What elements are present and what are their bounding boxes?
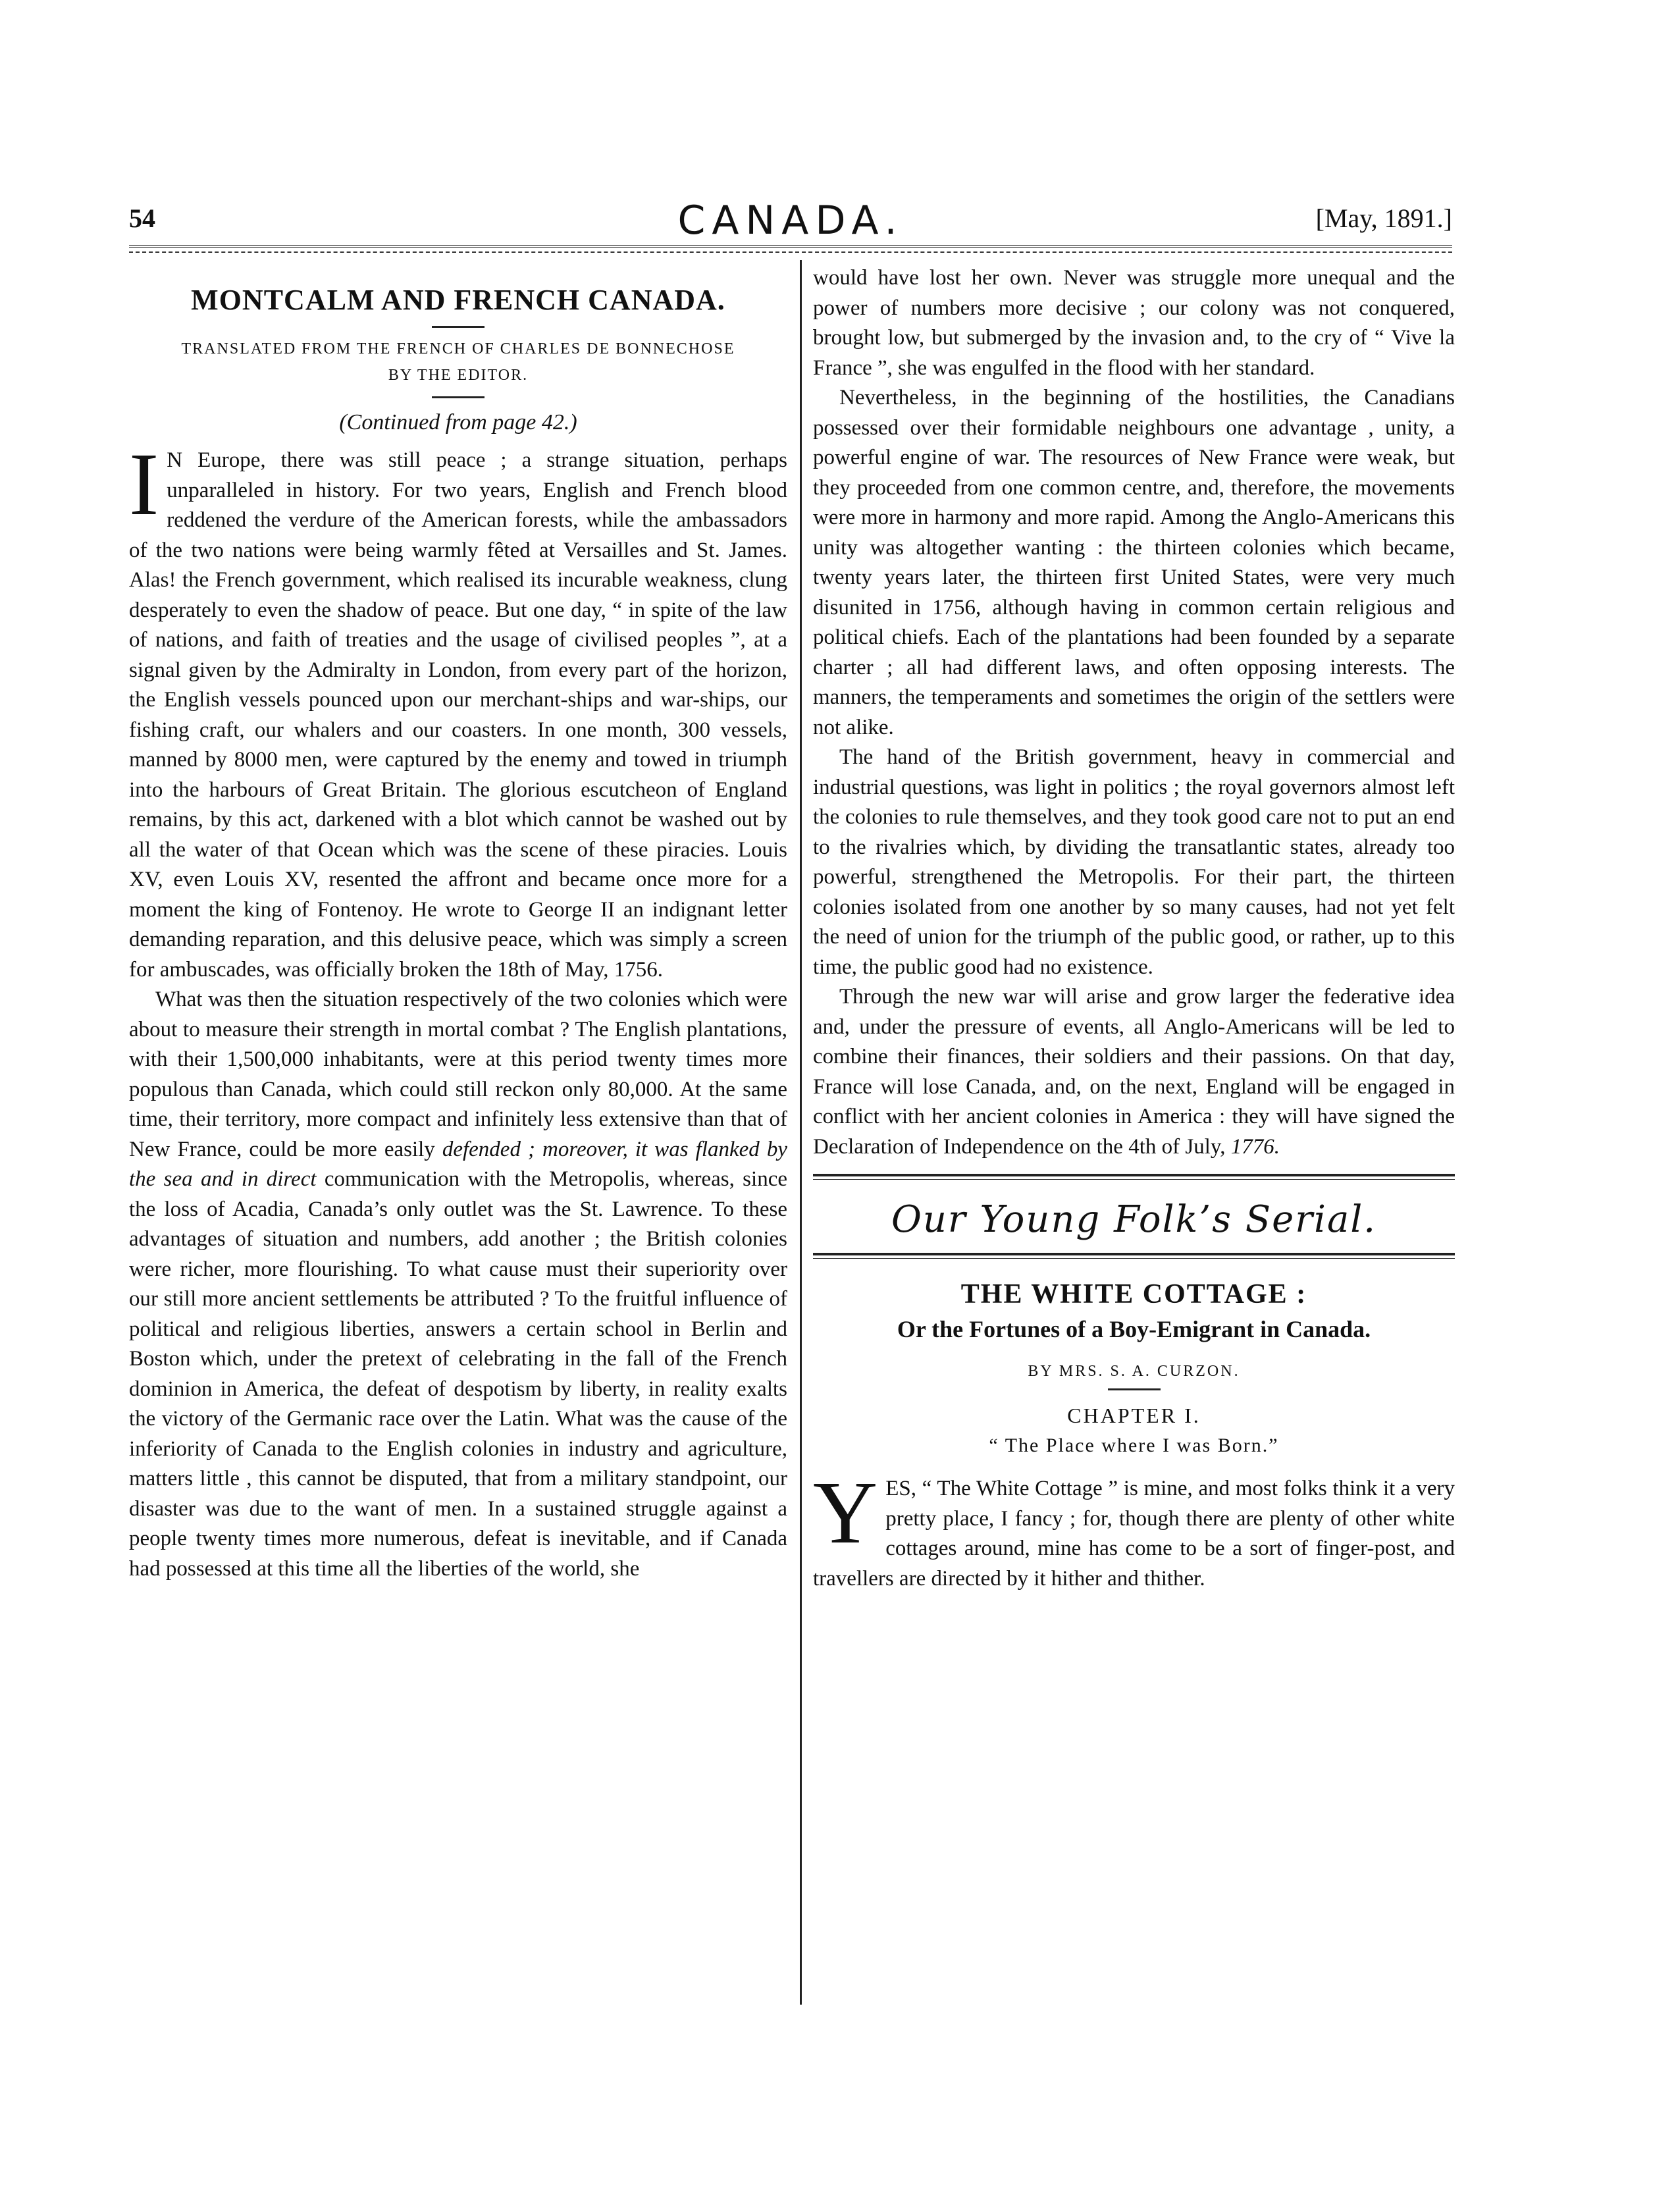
- story-paragraph-text: ES, “ The White Cottage ” is mine, and most folks think it a very pretty place, I fancy ; for, though there are plenty of other white cottages around, mine has come to be a sort of finger-post, and travellers are directed by it hither and thither.: [813, 1477, 1455, 1591]
- article-paragraph-text: What was then the situation respectively of the two colonies which were about to measure their strength in mortal combat ? The English plantations, with their 1,500,000 inhabitants, were at this period twenty times more populous than Canada, which could still reckon only 80,000. At the same time, their territory, more compact and infinitely less extensive than that of New France, could be more easily: [129, 988, 787, 1161]
- author-rule: [1108, 1388, 1161, 1390]
- translation-note: [129, 336, 787, 388]
- left-column: [129, 263, 787, 1584]
- chapter-title: “ The Place where I was Born.”: [989, 1435, 1279, 1456]
- article-paragraph: The hand of the British government, heavy in commercial and industrial questions, was light in politics ; the royal governors almost left the colonies to rule themselves, and they took good care not to put an end to the rivalries which, by dividing the transatlantic states, already too powerful, strengthened the Metropolis. For their part, the thirteen colonies isolated from one another by so many causes, had not yet felt the need of union for the triumph of the public good, or rather, up to this time, the public good had no existence.: [813, 745, 1455, 979]
- story-subtitle: Or the Fortunes of a Boy-Emigrant in Canada.: [897, 1316, 1371, 1342]
- drop-cap: I: [129, 435, 159, 534]
- article-paragraph: [129, 985, 787, 1584]
- article-title: MONTCALM AND FRENCH CANADA.: [191, 284, 725, 316]
- article-paragraph-text: Through the new war will arise and grow larger the federative idea and, under the pressure of events, all Anglo-Americans will be led to combine their finances, their soldiers and their passions. On that day, France will lose Canada, and, on the next, England will be engaged in conflict with her ancient colonies in America : they will have signed the Declaration of Independence on the 4th of July,: [813, 985, 1455, 1159]
- article-paragraph-text: N Europe, there was still peace ; a strange situation, perhaps unparalleled in history. For two years, English and French blood reddened the verdure of the American forests, while the ambassadors of the two nations were being warmly fêted at Versailles and St. James. Alas! the French government, which realised its incurable weakness, clung desperately to even the shadow of peace. But one day, “ in spite of the law of nations, and faith of treaties and the usage of civilised peoples ”, at a signal given by the Admiralty in London, from every part of the horizon, the English vessels pounced upon our merchant-ships and war-ships, our fishing craft, our whalers and our coasters. In one month, 300 vessels, manned by 8000 men, were captured by the enemy and towed in triumph into the harbours of Great Britain. The glorious escutcheon of England remains, by this act, darkened with a blot which cannot be washed out by all the water of that Ocean which was the scene of these piracies. Louis XV, even Louis XV, resented the affront and became once more for a moment the king of Fontenoy. He wrote to George II an indignant letter demanding reparation, and this delusive peace, which was simply a screen for ambuscades, was officially broken the 18th of May, 1756.: [129, 448, 787, 982]
- article-paragraph: would have lost her own. Never was struggle more unequal and the power of numbers more decisive ; our colony was not conquered, brought low, but submerged by the invasion and, to the cry of “ Vive la France ”, she was engulfed in the flood with her standard.: [813, 266, 1455, 380]
- column-divider: [800, 260, 802, 2005]
- story-author: BY MRS. S. A. CURZON.: [1028, 1363, 1240, 1380]
- continued-note: (Continued from page 42.): [339, 410, 577, 434]
- page-header: [129, 198, 1452, 244]
- drop-cap: Y: [813, 1463, 878, 1562]
- serial-banner: Our Young Folk’s Serial.: [891, 1198, 1377, 1241]
- story-paragraph: [813, 1463, 1455, 1594]
- header-rule: [129, 245, 1452, 253]
- translator-byline: BY THE EDITOR.: [388, 367, 529, 384]
- story-title: THE WHITE COTTAGE :: [960, 1279, 1307, 1309]
- issue-date: [May, 1891.]: [1315, 203, 1452, 233]
- byline-rule: [432, 396, 484, 398]
- right-column: [813, 263, 1455, 1594]
- article-italic-text: defended ; moreover, it was flanked by the sea and in direct: [129, 1137, 787, 1191]
- page-number: 54: [129, 203, 155, 233]
- article-italic-text: 1776.: [1230, 1134, 1280, 1159]
- article-paragraph: [129, 435, 787, 985]
- translation-source: TRANSLATED FROM THE FRENCH OF CHARLES DE BONNECHOSE: [181, 340, 735, 357]
- masthead-title: CANADA.: [677, 198, 904, 244]
- article-paragraph-text: communication with the Metropolis, whereas, since the loss of Acadia, Canada’s only outlet was the St. Lawrence. To these advantages of situation and numbers, add another ; the British colonies were richer, more flourishing. To what cause must their superiority over our still more ancient settlements be attributed ? To the fruitful influence of political and religious liberties, answers a certain school in Berlin and Boston which, under the pretext of celebrating in the fall of the French dominion in America, the defeat of despotism by liberty, in reality exalts the victory of the Germanic race over the Latin. What was the cause of the inferiority of Canada to the English colonies in industry and agriculture, matters little , this cannot be disputed, that from a military standpoint, our disaster was due to the want of men. In a sustained struggle against a people twenty times more numerous, defeat is inevitable, and if Canada had possessed at this time all the liberties of the world, she: [129, 1167, 787, 1581]
- article-paragraph: [813, 982, 1455, 1162]
- chapter-heading: CHAPTER I.: [1067, 1404, 1201, 1427]
- title-rule: [432, 326, 484, 328]
- section-rule: [813, 1253, 1455, 1259]
- section-rule: [813, 1174, 1455, 1180]
- article-paragraph: Nevertheless, in the beginning of the hostilities, the Canadians possessed over their formidable neighbours one advantage , unity, a powerful engine of war. The resources of New France were weak, but they proceeded from one common centre, and, therefore, the movements were more in harmony and more rapid. Among the Anglo-Americans this unity was altogether wanting : the thirteen colonies which became, twenty years later, the thirteen first United States, were very much disunited in 1756, although having in common certain religious and political chiefs. Each of the plantations had been founded by a separate charter ; all had different laws, and often opposing interests. The manners, the temperaments and sometimes the origin of the settlers were not alike.: [813, 386, 1455, 739]
